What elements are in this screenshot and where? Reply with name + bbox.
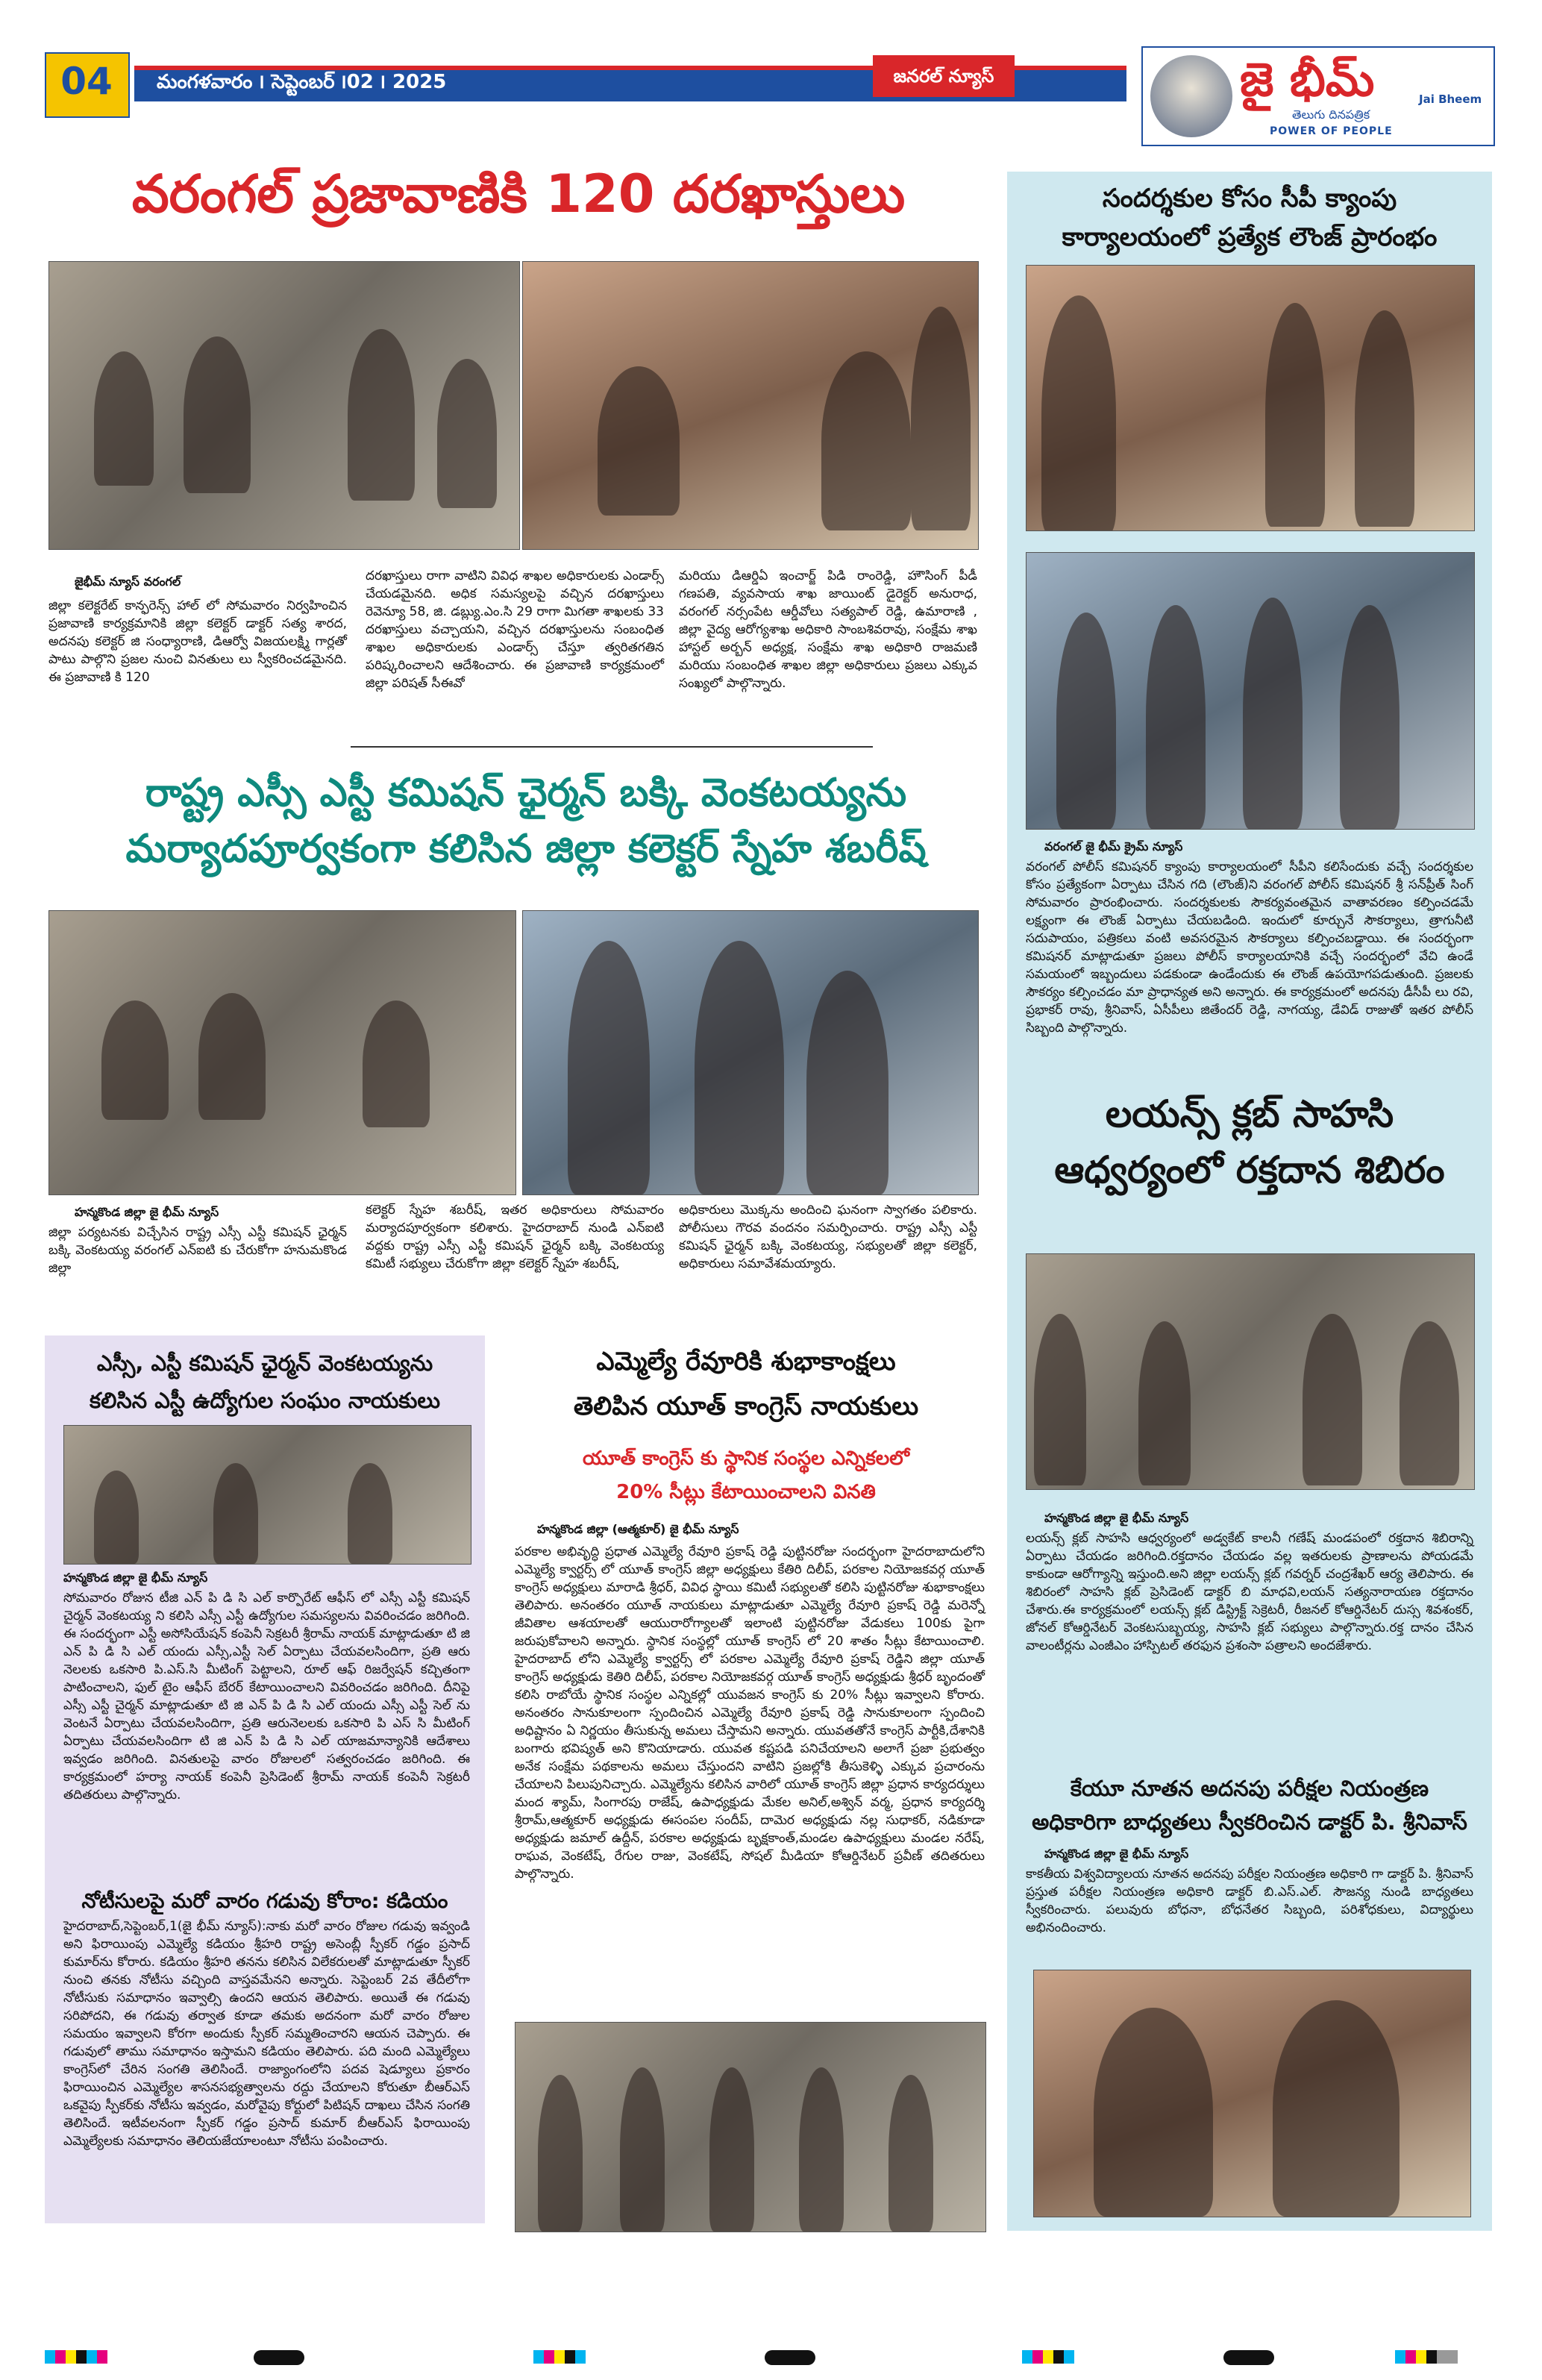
certificate-handover-photo	[1033, 1970, 1471, 2217]
story8-subhead-2: 20% సీట్లు కేటాయించాలని వినతి	[616, 1481, 876, 1503]
divider-1	[351, 746, 873, 748]
story6-headline-1: ఎస్సీ, ఎస్టీ కమిషన్ ఛైర్మన్ వెంకటయ్యను	[96, 1350, 433, 1376]
story2-col3: అధికారులు మొక్కను అందించి ఘనంగా స్వాగతం పలికారు. పోలీసులు గౌరవ వందనం సమర్పించారు. రాష్ట్ర ఎస్సీ ఎస్టీ కమిషన్ ఛైర్మన్ బక్కి వెంకటయ్య, సభ్యులతో జిల్లా కలెక్టర్, అధికారులు సమావేశమయ్యారు.	[679, 1203, 977, 1271]
story1-byline: జైభీమ్ న్యూస్ వరంగల్	[75, 574, 181, 589]
brand-logo	[1141, 46, 1495, 146]
brand-sub: తెలుగు దినపత్రిక	[1292, 107, 1370, 122]
story5-body: కాకతీయ విశ్వవిద్యాలయ నూతన అదనపు పరీక్షల నియంత్రణ అధికారి గా డాక్టర్ పి. శ్రీనివాస్ ప్రస్తుత పరీక్షల నియంత్రణ అధికారి డాక్టర్ బి.ఎస్.ఎల్. సౌజన్య నుండి బాధ్యతలు స్వీకరించారు. పలువురు బోధనా, బోధనేతర సిబ్బంది, పరిశోధకులు, విద్యార్థులు అభినందించారు.	[1026, 1867, 1473, 1935]
story1-col1: జిల్లా కలెక్టరేట్ కాన్ఫరెన్స్ హాల్ లో సోమవారం నిర్వహించిన ప్రజావాణి కార్యక్రమానికి జిల్లా కలెక్టర్ డాక్టర్ సత్య శారద, అదనపు కలెక్టర్ జి సంధ్యారాణి, డిఆర్వో విజయలక్ష్మి గార్లతో పాటు పాల్గొని ప్రజల నుంచి వినతులు లు స్వీకరించడమైనది. ఈ ప్రజావాణి కి 120	[48, 598, 347, 685]
story3-headline: సందర్శకుల కోసం సీపీ క్యాంపు కార్యాలయంలో ప్రత్యేక లౌంజ్ ప్రారంభం	[1062, 184, 1438, 252]
color-bar-right	[1395, 2350, 1458, 2364]
police-group-photo	[1026, 552, 1475, 830]
brand-name: జై భీమ్	[1240, 52, 1375, 107]
story5-byline: హన్మకొండ జిల్లా జై భీమ్ న్యూస్	[1044, 1847, 1189, 1861]
story8-headline-2: తెలిపిన యూత్ కాంగ్రెస్ నాయకులు	[573, 1391, 919, 1421]
color-bar-mid-1	[533, 2350, 586, 2364]
story2-col1: జిల్లా పర్యటనకు విచ్చేసిన రాష్ట్ర ఎస్సీ ఎస్టీ కమిషన్ ఛైర్మన్ బక్కి వెంకటయ్య వరంగల్ ఎన్ఐటి కు చేరుకోగా హనుమకొండ జిల్లా	[48, 1225, 347, 1276]
header-bar	[45, 52, 1126, 103]
story3-body: వరంగల్ పోలీస్ కమిషనర్ క్యాంపు కార్యాలయంలో సీపీని కలిసేందుకు వచ్చే సందర్శకుల కోసం ప్రత్యేకంగా ఏర్పాటు చేసిన గది (లౌంజ్)ని వరంగల్ పోలీస్ కమిషనర్ శ్రీ సన్‌ప్రీత్ సింగ్ సోమవారం ప్రారంభించారు. సందర్శకులకు సౌకర్యవంతమైన వాతావరణం కల్పించడమే లక్ష్యంగా ఈ లౌంజ్ ఏర్పాటు చేయబడింది. ఇందులో కూర్చునే సౌకర్యాలు, త్రాగునీటి సదుపాయం, పత్రికలు వంటి అవసరమైన సౌకర్యాలు కల్పించబడ్డాయి. ఈ సందర్భంగా కమిషనర్ మాట్లాడుతూ ప్రజలు పోలీస్ కార్యాలయానికి వచ్చే సందర్భంలో వేచి ఉండే సమయంలో ఇబ్బందులు పడకుండా ఉండేందుకు ఈ లౌంజ్ ఉపయోగపడుతుంది. ప్రజలకు సౌకర్యం కల్పించడం మా ప్రాధాన్యత అని అన్నారు. ఈ కార్యక్రమంలో అదనపు డీసీపీ లు రవి, ప్రభాకర్ రావు, శ్రీనివాస్, ఏసీపీలు జితేందర్ రెడ్డి, నాగయ్య, డేవిడ్ రాజుతో ఇతర పోలీస్ సిబ్బంది పాల్గొన్నారు.	[1026, 859, 1473, 1036]
story4-headline-2: ఆధ్వర్యంలో రక్తదాన శిబిరం	[1054, 1148, 1445, 1191]
story6-body: సోమవారం రోజున టీజి ఎన్ పి డి సి ఎల్ కార్పొరేట్ ఆఫీస్ లో ఎస్సీ ఎస్టీ కమిషన్ చైర్మన్ వెంకటయ్య ని కలిసి ఎస్సీ ఎస్టీ ఉద్యోగుల సమస్యలను వివరించడం జరిగింది. ఈ సందర్భంగా ఎస్టీ అసోసియేషన్ కంపెనీ సెక్రటరీ శ్రీరామ్ నాయక్ మాట్లాడుతూ టి జి ఎన్ పి డి సి ఎల్ యందు ఎస్సీ,ఎస్టీ సెల్ ఏర్పాటు చేయవలసిందిగా, ప్రతి ఆరు నెలలకు ఒకసారి పి.ఎస్.సి మీటింగ్ పెట్టాలని, రూల్ ఆఫ్ రిజర్వేషన్ కచ్చితంగా పాటించాలని, ఫుల్ టైం ఆఫీస్ బేరర్ కేటాయించాలని వివరించడం జరిగింది. దీనిపై ఎస్సీ ఎస్టీ చైర్మన్ మాట్లాడుతూ టి జి ఎన్ పి డి సి ఎల్ యందు ఎస్సీ ఎస్టీ సెల్ ను వెంటనే ఏర్పాటు చేయవలసిందిగా, ప్రతి ఆరునెలలకు ఒకసారి పి ఎస్ సి మీటింగ్ ఏర్పాటు చేయవలసిందిగా టి జి ఎన్ పి డి సి ఎల్ యాజమాన్యానికి ఆదేశాలు ఇవ్వడం జరిగింది. వినతులపై వారం రోజులలో సత్వరంచడం జరిగింది. ఈ కార్యక్రమంలో హర్యా నాయక్ కంపెనీ ప్రెసిడెంట్ శ్రీరామ్ నాయక్ కంపెనీ సెక్రటరీ తదితరులు పాల్గొన్నారు.	[63, 1591, 470, 1803]
reg-pill-1	[254, 2350, 304, 2365]
story3-byline: వరంగల్ జై భీమ్ క్రైమ్ న్యూస్	[1044, 839, 1183, 854]
color-bar-left	[45, 2350, 107, 2364]
story2-headline-2: మర్యాదపూర్వకంగా కలిసిన జిల్లా కలెక్టర్ స్నేహ శబరీష్	[125, 827, 927, 871]
sofa-meeting-photo	[48, 910, 516, 1195]
color-bar-mid-2	[1022, 2350, 1074, 2364]
story4-byline: హన్మకొండ జిల్లా జై భీమ్ న్యూస్	[1044, 1511, 1189, 1525]
story1-col3: మరియు డిఆర్డిఏ ఇంచార్జ్ పిడి రాంరెడ్డి, హౌసింగ్ పీడీ గణపతి, వ్యవసాయ శాఖ జాయింట్ డైరెక్టర్ అనురాధ, వరంగల్ నర్సంపేట ఆర్డీవోలు సత్యపాల్ రెడ్డి, ఉమారాణి , జిల్లా వైద్య ఆరోగ్యశాఖ అధికారి సాంబశివరావు, సంక్షేమ శాఖ హాస్టల్ అర్బన్ అధ్యక్ష, సంక్షేమ శాఖ అధికారి రాజమణి మరియు సంబంధిత శాఖల జిల్లా అధికారులు ప్రజలు ఎక్కువ సంఖ్యలో పాల్గొన్నారు.	[679, 569, 977, 691]
story1-headline: వరంగల్ ప్రజావాణికి 120 దరఖాస్తులు	[131, 163, 906, 225]
story1-col2: దరఖాస్తులు రాగా వాటిని వివిధ శాఖల అధికారులకు ఎండార్స్ చేయడమైనది. అధిక సమస్యలపై వచ్చిన దరఖాస్తులు రెవెన్యూ 58, జి. డబ్ల్యు.ఎం.సి 29 రాగా మిగతా శాఖలకు 33 దరఖాస్తులు వచ్చాయని, వచ్చిన దరఖాస్తులను సంబంధిత శాఖల అధికారులకు ఎండార్స్ చేస్తూ త్వరితగతిన పరిష్కరించాలని ఆదేశించారు. ఈ ప్రజావాణి కార్యక్రమంలో జిల్లా పరిషత్ సీఈవో	[366, 569, 664, 691]
page-number: 04	[60, 60, 113, 103]
story6-byline: హన్మకొండ జిల్లా జై భీమ్ న్యూస్	[63, 1571, 208, 1585]
date-line: మంగళవారం ౹ సెప్టెంబర్ ౹02 ౹ 2025	[157, 71, 447, 93]
story8-byline: హన్మకొండ జిల్లా (ఆత్మకూర్) జై భీమ్ న్యూస్	[537, 1522, 739, 1536]
lounge-inauguration-photo	[1026, 265, 1475, 531]
plant-greeting-photo	[522, 910, 979, 1195]
story2-col2: కలెక్టర్ స్నేహ శబరీష్, ఇతర అధికారులు సోమవారం మర్యాదపూర్వకంగా కలిశారు. హైదరాబాద్ నుండి ఎన్ఐటి వద్దకు రాష్ట్ర ఎస్సీ ఎస్టీ కమిషన్ ఛైర్మన్ బక్కి వెంకటయ్య కమిటీ సభ్యులు చేరుకోగా జిల్లా కలెక్టర్ స్నేహ శబరీష్,	[366, 1203, 664, 1271]
story5-headline-1: కేయూ నూతన అదనపు పరీక్షల నియంత్రణ	[1070, 1776, 1429, 1801]
story7-headline: నోటీసులపై మరో వారం గడువు కోరాం: కడియం	[81, 1890, 448, 1913]
brand-latin: Jai Bheem	[1419, 93, 1482, 106]
story2-byline: హన్మకొండ జిల్లా జై భీమ్ న్యూస్	[75, 1205, 219, 1219]
reg-pill-2	[765, 2350, 815, 2365]
story5-headline-2: అధికారిగా బాధ్యతలు స్వీకరించిన డాక్టర్ పి. శ్రీనివాస్	[1032, 1809, 1467, 1835]
blood-donation-photo	[1026, 1253, 1475, 1490]
story8-headline-1: ఎమ్మెల్యే రేవూరికి శుభాకాంక్షలు	[596, 1347, 896, 1377]
story8-body: పరకాల అభివృద్ధి ప్రధాత ఎమ్మెల్యే రేవూరి ప్రకాష్ రెడ్డి పుట్టినరోజు సందర్భంగా హైదరాబాదులోని ఎమ్మెల్యే క్వార్టర్స్ లో యూత్ కాంగ్రెస్ జిల్లా అధ్యక్షులు కేతిరి దిలీప్, పరకాల నియోజకవర్గ యూత్ కాంగ్రెస్ అధ్యక్షులు మారాడి శ్రీధర్, వివిధ స్థాయి కమిటీ సభ్యులతో కలిసి పుట్టినరోజు శుభాకాంక్షలు తెలిపారు. అనంతరం యూత్ నాయకులు మాట్లాడుతూ ఎమ్మెల్యే రేవూరి ప్రకాష్ రెడ్డి మరెన్నో జీవితాల ఆశయాలతో ఆయురారోగ్యాలతో ఇలాంటి పుట్టినరోజు వేడుకలు 100కు పైగా జరుపుకోవాలని అన్నారు. స్థానిక సంస్థల్లో యూత్ కాంగ్రెస్ లో 20 శాతం సీట్లు కేటాయించాలి. హైదరాబాద్ లోని ఎమ్మెల్యే క్వార్టర్స్ లో పరకాల ఎమ్మెల్యే రేవూరి ప్రకాష్ రెడ్డిని జిల్లా యూత్ కాంగ్రెస్ అధ్యక్షుడు కెతిరి దిలీప్, పరకాల నియోజకవర్గ యూత్ కాంగ్రెస్ అధ్యక్షుడు శ్రీధర్ బృందంతో కలిసి రాబోయే స్థానిక సంస్థల ఎన్నికల్లో యువజన కాంగ్రెస్ కు 20% సీట్లు ఇవ్వాలని కోరారు. అనంతరం సానుకూలంగా స్పందించిన ఎమ్మెల్యే రేవూరి ప్రకాష్ రెడ్డి సానుకూలంగా స్పందించి అధిష్టానం ఏ నిర్ణయం తీసుకున్న అమలు చేస్తామని అన్నారు. యువతతోనే కాంగ్రెస్ పార్టీకి,దేశానికి బంగారు భవిష్యత్ అని కొనియాడారు. యువత కష్టపడి పనిచేయాలని అలాగే ప్రజా ప్రభుత్వం అనేక సంక్షేమ పథకాలను అమలు చేస్తుందని వాటిని ప్రజల్లోకి తీసుకెళ్ళి ఎక్కువ ప్రచారంను చేయాలని పిలుపునిచ్చారు. ఎమ్మెల్యేను కలిసిన వారిలో యూత్ కాంగ్రెస్ జిల్లా ప్రధాన కార్యదర్శులు మంద శ్యామ్, సింగారపు రాజేష్, ఉపాధ్యక్షుడు మేకల అనిల్,అశ్విన్ వర్మ, ప్రధాన కార్యదర్శి శ్రీరామ్,ఆత్మకూర్ అధ్యక్షుడు ఈసంపల సందీప్, దామెర అధ్యక్షుడు నల్ల సుధాకర్, నడికూడా అధ్యక్షుడు జమాల్ ఉద్దీన్, పరకాల అధ్యక్షుడు బృక్షకాంత్,మండల ఉపాధ్యక్షులు మండల నరేష్, రాఘవ, వెంకటేష్, రేగుల రాజు, వెంకటేష్, సోషల్ మీడియా కోఆర్డినేటర్ ప్రవీణ్ తదితరులు పాల్గొన్నారు.	[515, 1544, 985, 1882]
brand-tagline: POWER OF PEOPLE	[1270, 125, 1393, 137]
story8-subhead-1: యూత్ కాంగ్రెస్ కు స్థానిక సంస్థల ఎన్నికలలో	[582, 1447, 909, 1470]
story7-body: హైదరాబాద్,సెప్టెంబర్,1(జై భీమ్ న్యూస్):నాకు మరో వారం రోజుల గడువు ఇవ్వండి అని ఫిరాయింపు ఎమ్మెల్యే కడియం శ్రీహరి రాష్ట్ర అసెంబ్లీ స్పీకర్ గడ్డం ప్రసాద్ కుమార్‌ను కోరారు. కడియం శ్రీహరి తనను కలిసిన విలేకరులతో మాట్లాడుతూ స్పీకర్ నుంచి తనకు నోటీసు వచ్చింది వాస్తవమేనని అన్నారు. సెప్టెంబర్ 2వ తేదీలోగా నోటీసుకు సమాధానం ఇవ్వాల్సి ఉందని ఆయన తెలిపారు. అయితే ఈ గడువు సరిపోదని, ఈ గడువు తర్వాత కూడా తమకు అదనంగా మరో వారం రోజుల సమయం ఇవ్వాలని కోరగా అందుకు స్పీకర్ సమ్మతించారని ఆయన చెప్పారు. ఈ గడువులో తాము సమాధానం ఇస్తామని కడియం తెలిపారు. పది మంది ఎమ్మెల్యేలు కాంగ్రెస్‌లో చేరిన సంగతి తెలిసిందే. రాజ్యాంగంలోని పదవ షెడ్యూలు ప్రకారం ఫిరాయించిన ఎమ్మెల్యేల శాసనసభ్యత్వాలను రద్దు చేయాలని కోరుతూ బీఆర్ఎస్ ఒకవైపు స్పీకర్‌కు నోటీసు ఇవ్వడం, మరోవైపు కోర్టులో పిటిషన్ దాఖలు చేసిన సంగతి తెలిసిందే. ఇటీవలనంగా స్పీకర్ గడ్డం ప్రసాద్ కుమార్ బీఆర్ఎస్ ఫిరాయింపు ఎమ్మెల్యేలకు సమాధానం తెలియజేయాలంటూ నోటీసు పంపించారు.	[63, 1919, 470, 2149]
petition-photo	[522, 261, 979, 550]
story2-headline-1: రాష్ట్ర ఎస్సీ ఎస్టీ కమిషన్ ఛైర్మన్ బక్కి వెంకటయ్యను	[145, 771, 907, 815]
employees-union-photo	[63, 1425, 471, 1565]
story4-headline-1: లయన్స్ క్లబ్ సాహసి	[1105, 1092, 1394, 1136]
meeting-room-photo	[48, 261, 520, 550]
story4-body: లయన్స్ క్లబ్ సాహసి ఆధ్వర్యంలో అడ్వకేట్ కాలనీ గణేష్ మండపంలో రక్తదాన శిబిరాన్ని ఏర్పాటు చేయడం జరిగింది.రక్తదానం చేయడం వల్ల ఇతరులకు ప్రాణాలను పోయడమే కాకుండా ఆరోగ్యాన్ని ఇస్తుంది.అని జిల్లా లయన్స్ క్లబ్ గవర్నర్ చంద్రశేఖర్ ఆర్య తెలిపారు. ఈ శిబిరంలో సాహసి క్లబ్ ప్రెసిడెంట్ డాక్టర్ బి మాధవి,లయన్ సత్యనారాయణ రక్తదానం చేశారు.ఈ కార్యక్రమంలో లయన్స్ క్లబ్ డిస్ట్రిక్ట్ సెక్రెటరీ, రీజనల్ కోఆర్డినేటర్ దుస్స శివశంకర్, జోనల్ కోఆర్డినేటర్ వెంకటసుబ్బయ్య, సాహసి క్లబ్ సభ్యులు పాల్గొన్నారు.రక్త దానం చేసిన వాలంటీర్లను ఎంజీఎం హాస్పిటల్ తరఫున ప్రశంసా పత్రాలని అందజేశారు.	[1026, 1531, 1473, 1653]
story6-headline-2: కలిసిన ఎస్టీ ఉద్యోగుల సంఘం నాయకులు	[89, 1388, 441, 1413]
portrait-icon	[1150, 55, 1232, 137]
section-label: జనరల్ న్యూస్	[893, 66, 994, 87]
youth-congress-group-photo	[515, 2022, 986, 2232]
reg-pill-3	[1223, 2350, 1274, 2365]
